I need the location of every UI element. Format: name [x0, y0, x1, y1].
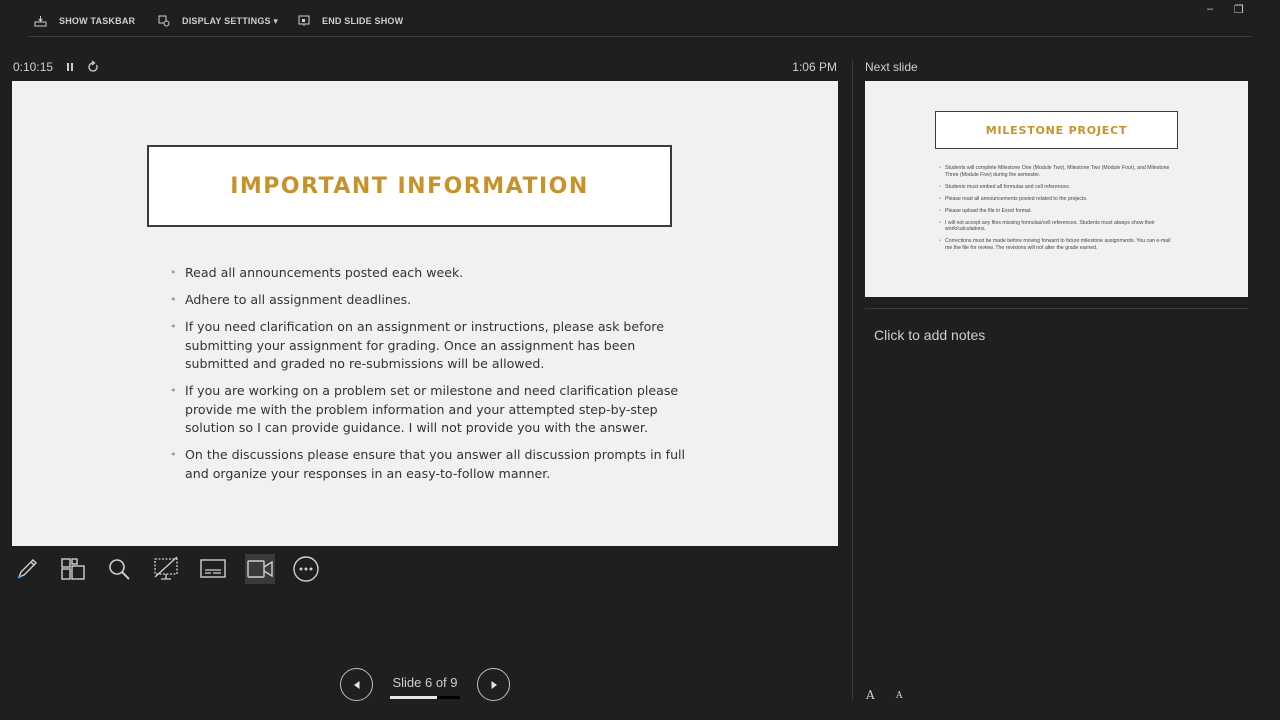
next-slide-label: Next slide [865, 60, 918, 74]
minimize-icon[interactable]: – [1207, 3, 1214, 15]
next-slide-bullet: • I will not accept any files missing formulas/cell references. Students must always show their work/calculations. [939, 220, 1179, 233]
slide-bullet: • Adhere to all assignment deadlines. [170, 291, 690, 310]
slide-title: IMPORTANT INFORMATION [230, 173, 589, 199]
slide-progress-bar [390, 696, 460, 699]
show-taskbar-label: SHOW TASKBAR [59, 16, 136, 26]
more-options-button[interactable] [291, 554, 321, 584]
slide-counter[interactable]: Slide 6 of 9 [392, 675, 458, 690]
display-settings-icon [158, 15, 170, 27]
speaker-notes-area[interactable]: Click to add notes [874, 327, 986, 343]
elapsed-timer: 0:10:15 [13, 60, 54, 74]
see-all-slides-button[interactable] [58, 554, 88, 584]
current-slide[interactable] [12, 81, 838, 546]
next-slide-preview[interactable] [865, 81, 1248, 297]
next-slide-bullet: • Corrections must be made before moving forward to future milestone assignments. You can e-mail me the file for review. The revisions will not alter the grade earned. [939, 238, 1179, 251]
slide-bullet: • If you are working on a problem set or milestone and need clarification please provide me with the problem information and your attempted step-by-step solution so I can provide guidance. I will not provide you with the answer. [170, 382, 690, 438]
previous-slide-button[interactable] [340, 668, 373, 701]
subtitles-icon [199, 556, 227, 582]
next-slide-bullet-list [939, 165, 1179, 257]
notes-divider [865, 308, 1248, 309]
zoom-button[interactable] [104, 554, 134, 584]
slide-bullet: • Read all announcements posted each week. [170, 264, 690, 283]
increase-font-size-button[interactable]: A [866, 688, 875, 702]
more-options-icon [292, 555, 320, 583]
next-slide-title: MILESTONE PROJECT [985, 123, 1128, 137]
show-taskbar-button[interactable] [34, 12, 135, 30]
next-slide-title-box [935, 111, 1178, 149]
zoom-icon [106, 556, 132, 582]
pen-tool-button[interactable] [12, 554, 42, 584]
next-slide-bullet: • Students must embed all formulas and cell references. [939, 184, 1179, 191]
restore-icon[interactable]: ❐ [1234, 4, 1244, 16]
decrease-font-size-button[interactable]: A [896, 691, 903, 701]
toolbar-divider [28, 36, 1252, 37]
reset-timer-button[interactable] [86, 59, 100, 75]
all-slides-icon [60, 556, 86, 582]
panel-divider[interactable] [852, 60, 853, 700]
previous-arrow-icon [351, 679, 363, 691]
pause-icon [64, 60, 76, 74]
current-time: 1:06 PM [792, 60, 837, 74]
next-slide-bullet: • Please upload the file in Excel format. [939, 208, 1179, 215]
pen-icon [14, 556, 40, 582]
end-slide-show-label: END SLIDE SHOW [322, 16, 404, 26]
slide-title-box [147, 145, 672, 227]
black-screen-icon [152, 555, 180, 583]
camera-icon [246, 556, 274, 582]
next-arrow-icon [488, 679, 500, 691]
slide-bullet: • If you need clarification on an assignment or instructions, please ask before submitting your assignment for grading. Once an assignment has been submitted and graded no re-submissions will be allowed. [170, 318, 690, 374]
slide-bullet-list [170, 264, 690, 492]
next-slide-bullet: • Please read all announcements posted related to the projects. [939, 196, 1179, 203]
slide-bullet: • On the discussions please ensure that you answer all discussion prompts in full and organize your responses in an easy-to-follow manner. [170, 446, 690, 483]
display-settings-label: DISPLAY SETTINGS ▾ [182, 15, 279, 26]
black-screen-button[interactable] [151, 554, 181, 584]
end-show-icon [298, 15, 310, 27]
pause-timer-button[interactable] [64, 60, 76, 74]
display-settings-button[interactable] [158, 12, 278, 30]
taskbar-icon [34, 15, 47, 27]
camera-button[interactable] [245, 554, 275, 584]
slide-progress-fill [390, 696, 437, 699]
next-slide-button[interactable] [477, 668, 510, 701]
next-slide-bullet: • Students will complete Milestone One (Module Two), Milestone Two (Module Four), and Milestone Three (Module Five) during the semester. [939, 165, 1179, 178]
end-slide-show-button[interactable] [298, 12, 403, 30]
reset-icon [86, 59, 100, 75]
presenter-toolbar [0, 0, 1280, 38]
subtitles-button[interactable] [198, 554, 228, 584]
